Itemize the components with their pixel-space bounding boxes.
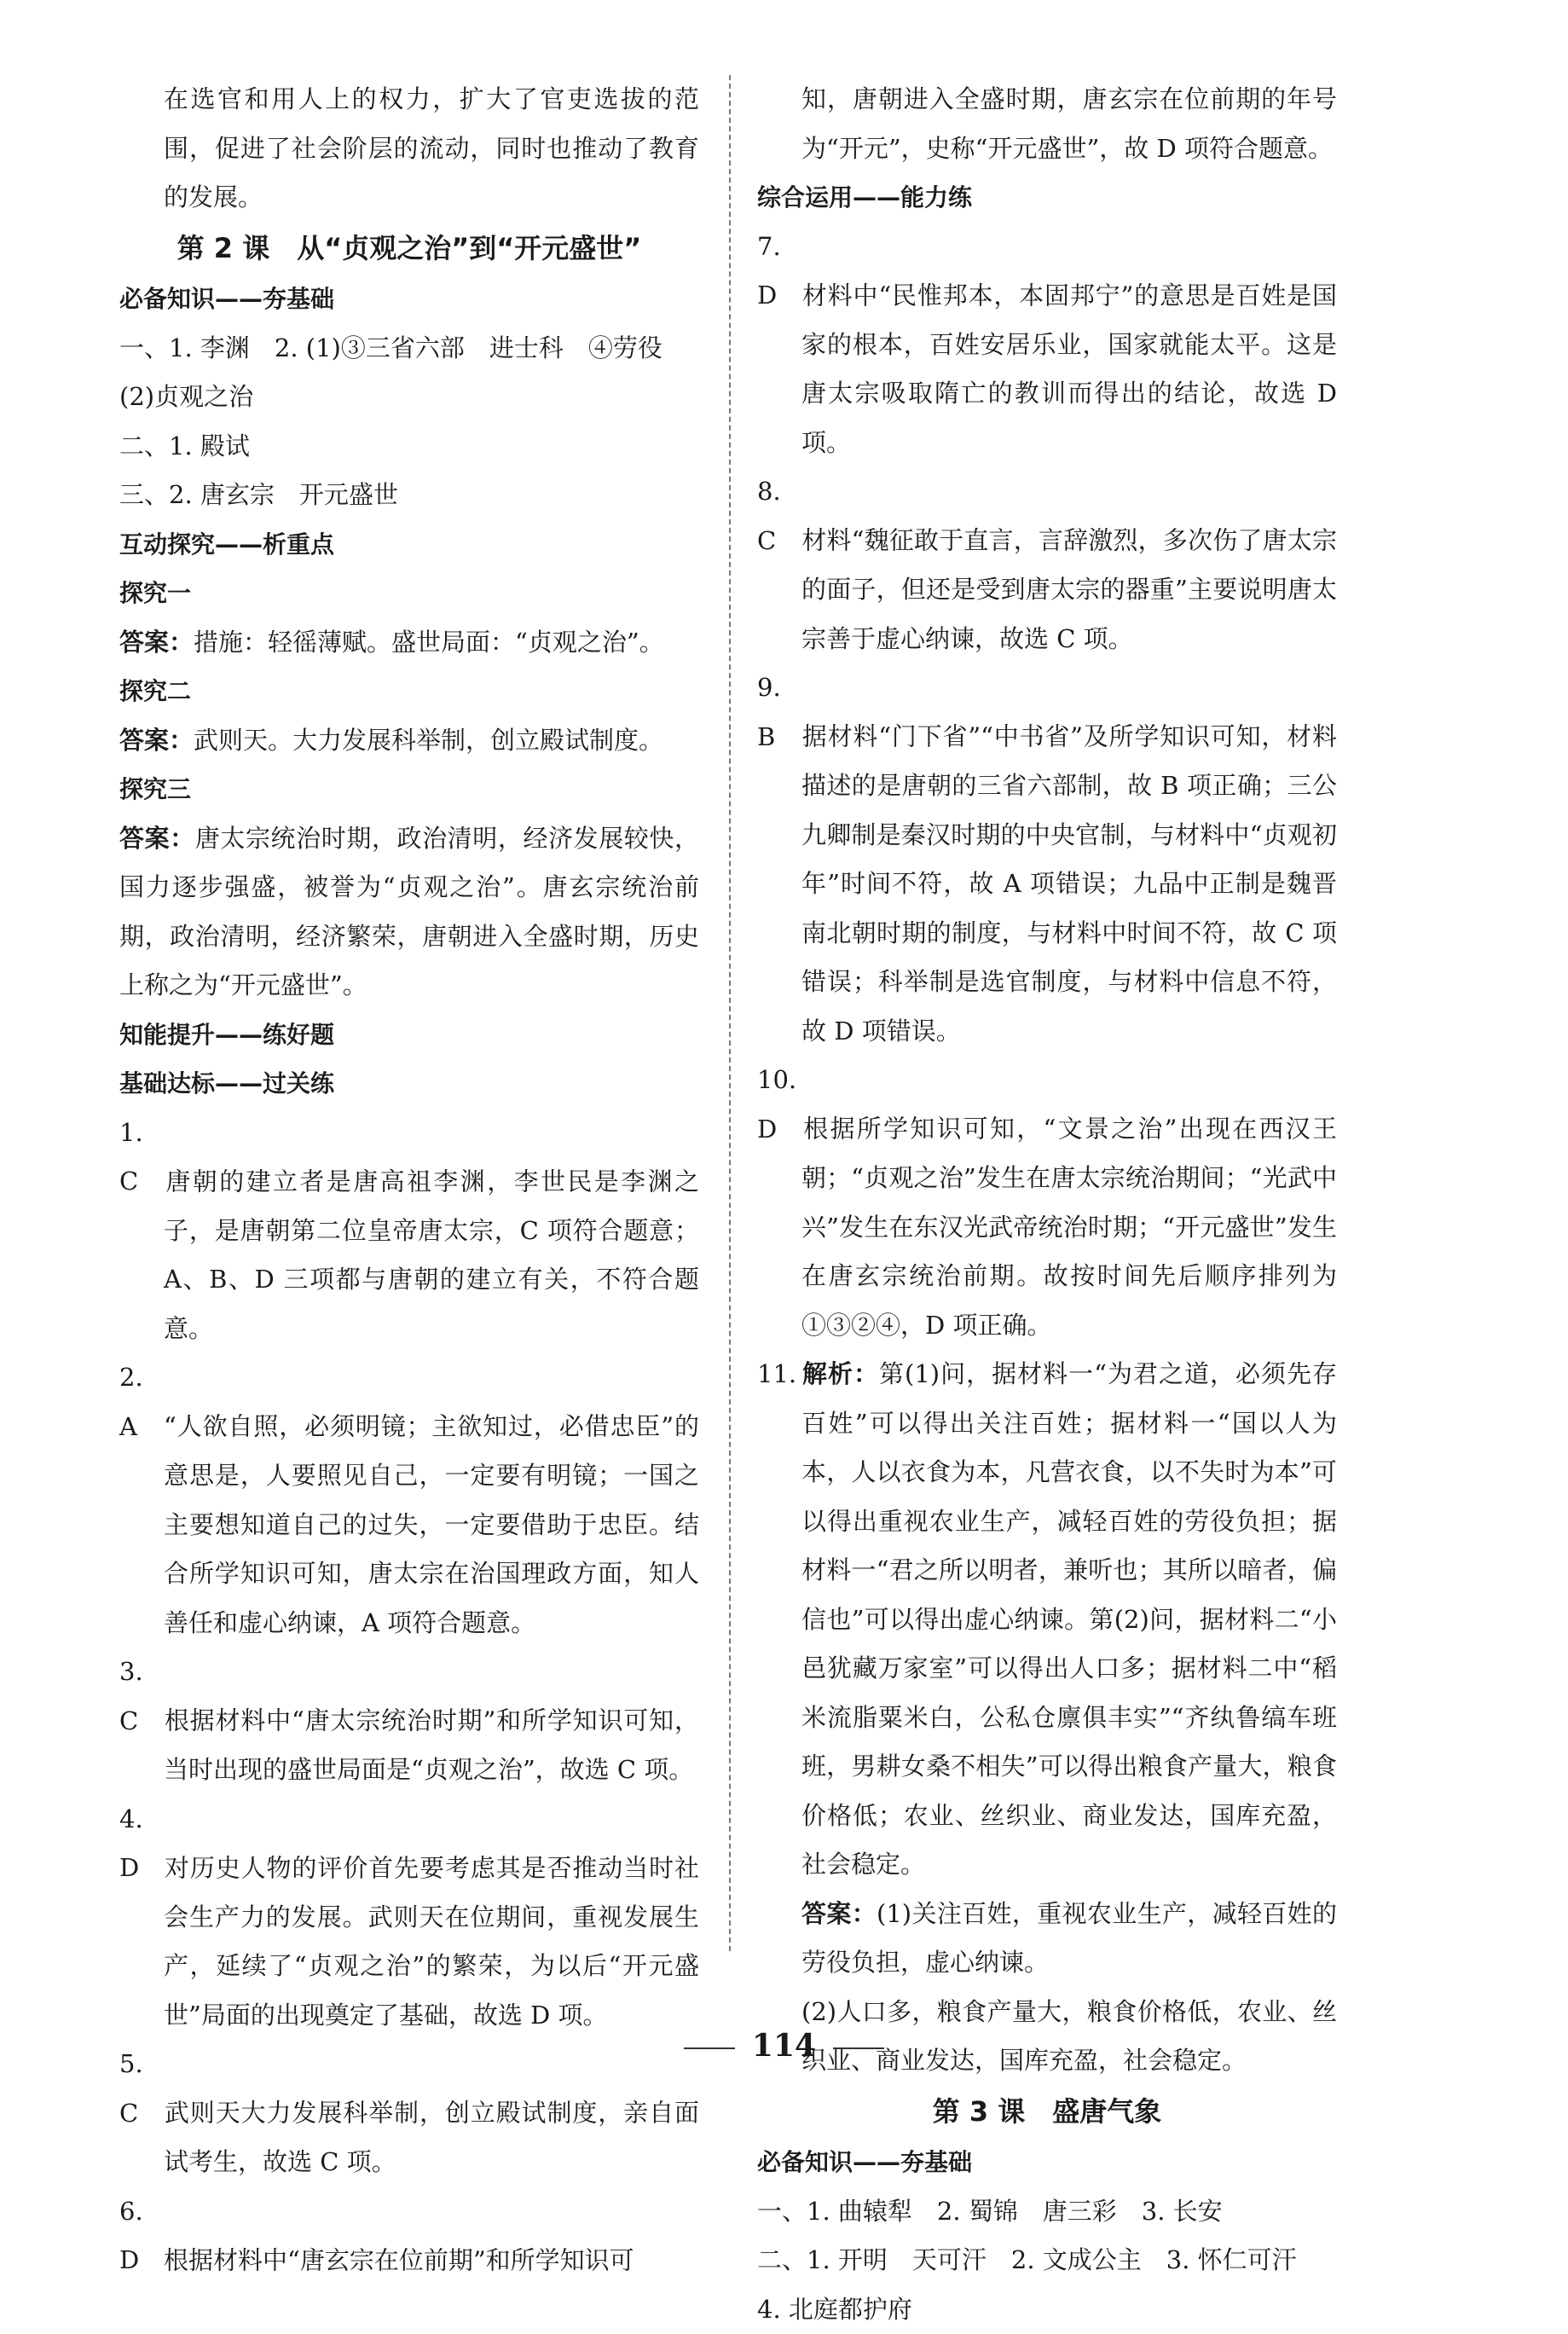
question-number: 11.	[757, 1350, 801, 1399]
knowledge-line-1: 一、1. 李渊 2. (1)③三省六部 进士科 ④劳役	[119, 324, 699, 374]
knowledge-line-4: 三、2. 唐玄宗 开元盛世	[119, 471, 699, 520]
section-heading-hudong: 互动探究——析重点	[119, 520, 699, 570]
question-number: 8. C	[757, 467, 801, 565]
question-number: 5. C	[119, 2040, 164, 2138]
question-number: 10. D	[757, 1056, 801, 1154]
question-number: 9. B	[757, 663, 801, 762]
question-number: 1. C	[119, 1109, 164, 1207]
explore-3-answer: 答案：唐太宗统治时期，政治清明，经济发展较快，国力逐步强盛，被誉为“贞观之治”。唐玄宗统治前期，政治清明，经济繁荣，唐朝进入全盛时期，历史上称之为“开元盛世”。	[119, 814, 699, 1011]
question-11: 11. 解析：第(1)问，据材料一“为君之道，必须先存百姓”可以得出关注百姓；据材料一“国以人为本，人以衣食为本，凡营衣食，以不失时为本”可以得出重视农业生产，减轻百姓的劳役负担；据材料一“君之所以明者，兼听也；其所以暗者，偏信也”可以得出虚心纳谏。第(2)问，据材料二“小邑犹藏万家室”可以得出人口多；据材料二中“稻米流脂粟米白，公私仓廪俱丰实”“齐纨鲁缟车班班，男耕女桑不相失”可以得出粮食产量大，粮食价格低；农业、丝织业、商业发达，国库充盈，社会稳定。	[757, 1350, 1337, 1890]
knowledge-line-2: (2)贞观之治	[119, 373, 699, 422]
section-heading-zhineng: 知能提升——练好题	[119, 1011, 699, 1060]
knowledge-line-1: 一、1. 曲辕犁 2. 蜀锦 唐三彩 3. 长安	[757, 2187, 1337, 2237]
answer-label: 答案：	[119, 628, 194, 657]
section-heading-zonghe: 综合运用——能力练	[757, 173, 1337, 223]
question-4: 4. D 对历史人物的评价首先要考虑其是否推动当时社会生产力的发展。武则天在位期间，重视发展生产，延续了“贞观之治”的繁荣，为以后“开元盛世”局面的出现奠定了基础，故选 D 项。	[119, 1795, 699, 2041]
question-number: 6. D	[119, 2187, 164, 2285]
question-9: 9. B 据材料“门下省”“中书省”及所学知识可知，材料描述的是唐朝的三省六部制，故 B 项正确；三公九卿制是秦汉时期的中央官制，与材料中“贞观初年”时间不符，故 A 项错误；九品中正制是魏晋南北朝时期的制度，与材料中时间不符，故 C 项错误；科举制是选官制度，与材料中信息不符，故 D 项错误。	[757, 663, 1337, 1056]
column-divider	[729, 75, 731, 1951]
question-11-answer-2: (2)人口多，粮食产量大，粮食价格低，农业、丝织业、商业发达，国库充盈，社会稳定。	[757, 1988, 1337, 2086]
answer-label: 答案：	[801, 1899, 877, 1928]
answer-label: 答案：	[119, 824, 195, 853]
question-2: 2. A “人欲自照，必须明镜；主欲知过，必借忠臣”的意思是，人要照见自己，一定要有明镜；一国之主要想知道自己的过失，一定要借助于忠臣。结合所学知识可知，唐太宗在治国理政方面，知人善任和虚心纳谏，A 项符合题意。	[119, 1353, 699, 1648]
explore-2-heading: 探究二	[119, 667, 699, 716]
explore-2-answer: 答案：武则天。大力发展科举制，创立殿试制度。	[119, 716, 699, 766]
analysis-label: 解析：	[801, 1359, 879, 1388]
question-8: 8. C 材料“魏征敢于直言，言辞激烈，多次伤了唐太宗的面子，但还是受到唐太宗的器重”主要说明唐太宗善于虚心纳谏，故选 C 项。	[757, 467, 1337, 663]
explore-1-answer: 答案：措施：轻徭薄赋。盛世局面：“贞观之治”。	[119, 618, 699, 668]
question-number: 3. C	[119, 1648, 164, 1746]
section-heading-bibei: 必备知识——夯基础	[119, 275, 699, 324]
answer-label: 答案：	[119, 726, 194, 755]
question-number: 2. A	[119, 1353, 164, 1451]
footer-dash-right	[833, 2047, 884, 2049]
right-column	[757, 75, 1337, 2334]
question-number: 4. D	[119, 1795, 164, 1893]
lesson-2-title: 第 2 课 从“贞观之治”到“开元盛世”	[119, 224, 699, 274]
section-heading-bibei-3: 必备知识——夯基础	[757, 2138, 1337, 2187]
page-footer	[0, 2028, 1568, 2064]
knowledge-line-2: 二、1. 开明 天可汗 2. 文成公主 3. 怀仁可汗	[757, 2236, 1337, 2285]
question-number: 7. D	[757, 223, 801, 321]
lesson-3-title: 第 3 课 盛唐气象	[757, 2088, 1337, 2137]
explore-3-heading: 探究三	[119, 765, 699, 814]
question-6: 6. D 根据材料中“唐玄宗在位前期”和所学知识可	[119, 2187, 699, 2285]
left-column	[119, 75, 699, 2285]
section-heading-jichu: 基础达标——过关练	[119, 1059, 699, 1109]
continuation-paragraph: 在选官和用人上的权力，扩大了官吏选拔的范围，促进了社会阶层的流动，同时也推动了教育的发展。	[119, 75, 699, 223]
knowledge-line-3: 4. 北庭都护府	[757, 2285, 1337, 2334]
footer-dash-left	[684, 2047, 735, 2049]
page-number: 114	[752, 2028, 816, 2064]
question-1: 1. C 唐朝的建立者是唐高祖李渊，李世民是李渊之子，是唐朝第二位皇帝唐太宗，C 项符合题意；A、B、D 三项都与唐朝的建立有关，不符合题意。	[119, 1109, 699, 1354]
knowledge-line-3: 二、1. 殿试	[119, 422, 699, 472]
question-10: 10. D 根据所学知识可知，“文景之治”出现在西汉王朝；“贞观之治”发生在唐太宗统治期间；“光武中兴”发生在东汉光武帝统治时期；“开元盛世”发生在唐玄宗统治前期。故按时间先后顺序排列为①③②④，D 项正确。	[757, 1056, 1337, 1350]
question-5: 5. C 武则天大力发展科举制，创立殿试制度，亲自面试考生，故选 C 项。	[119, 2040, 699, 2187]
question-3: 3. C 根据材料中“唐太宗统治时期”和所学知识可知，当时出现的盛世局面是“贞观之治”，故选 C 项。	[119, 1648, 699, 1795]
question-7: 7. D 材料中“民惟邦本，本固邦宁”的意思是百姓是国家的根本，百姓安居乐业，国家就能太平。这是唐太宗吸取隋亡的教训而得出的结论，故选 D 项。	[757, 223, 1337, 468]
explore-1-heading: 探究一	[119, 569, 699, 618]
question-11-answer-1: 答案：(1)关注百姓，重视农业生产，减轻百姓的劳役负担，虚心纳谏。	[757, 1890, 1337, 1988]
question-6-continued: 知，唐朝进入全盛时期，唐玄宗在位前期的年号为“开元”，史称“开元盛世”，故 D 项符合题意。	[757, 75, 1337, 173]
